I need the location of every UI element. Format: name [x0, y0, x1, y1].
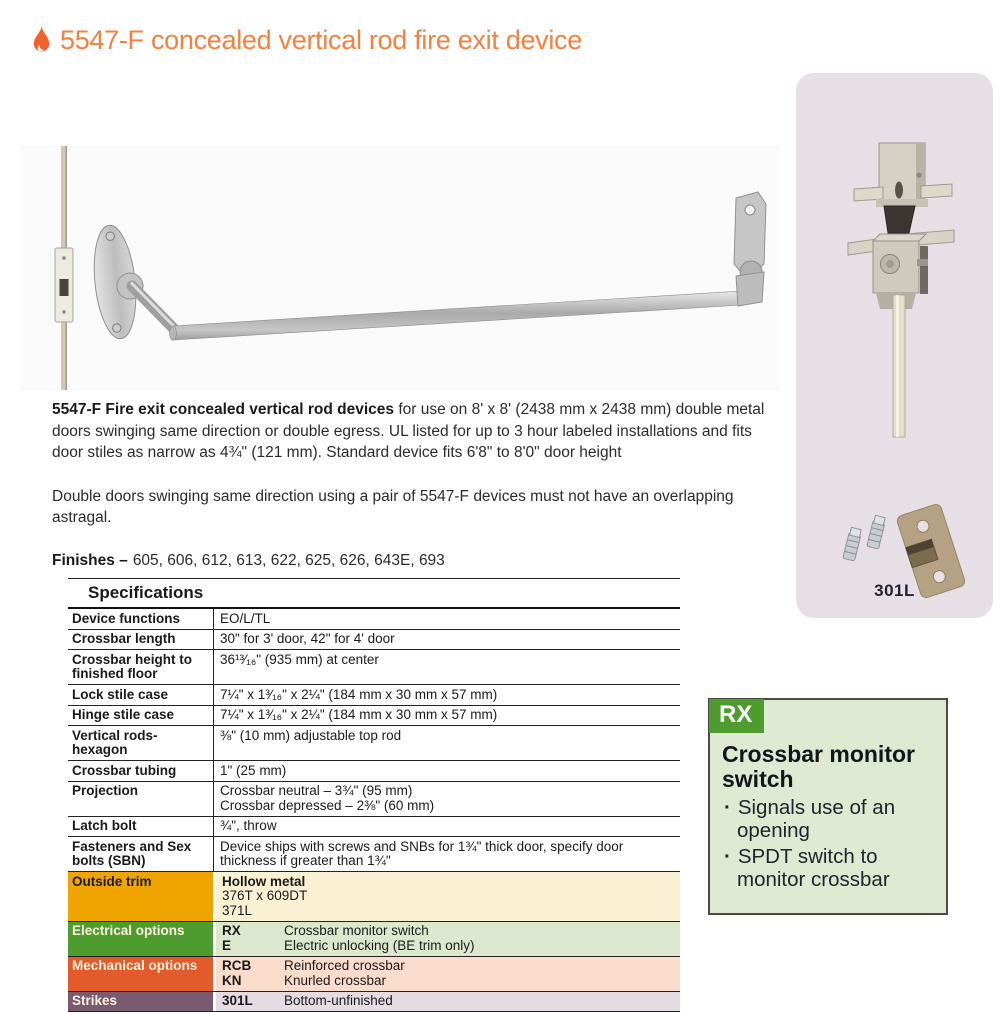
spec-value-line: 7¼" x 1³⁄₁₆" x 2¼" (184 mm x 30 mm x 57 mm)	[220, 688, 674, 703]
spec-value-line: ¾", throw	[220, 819, 674, 834]
spec-option-row	[222, 939, 674, 954]
rx-title: Crossbar monitor switch	[710, 742, 946, 792]
spec-row-value	[216, 872, 680, 921]
spec-value-line: Hollow metal	[222, 875, 674, 890]
spec-row-value	[213, 782, 680, 816]
spec-value-line: EO/L/TL	[220, 612, 674, 627]
spec-value-line: 36¹³⁄₁₆" (935 mm) at center	[220, 653, 674, 668]
spec-value-line: Device ships with screws and SNBs for 1¾" thick door, specify door thickness if greater than 1¾"	[220, 840, 674, 869]
intro-text	[52, 399, 768, 571]
spec-row	[68, 706, 680, 727]
rx-bullet-list	[710, 796, 946, 891]
spec-value-line: 30" for 3' door, 42" for 4' door	[220, 632, 674, 647]
spec-row	[68, 685, 680, 706]
finishes-line	[52, 550, 768, 572]
spec-row-value	[213, 630, 680, 650]
intro-paragraph-1-lead: 5547-F Fire exit concealed vertical rod devices	[52, 401, 394, 418]
spec-row-label: Vertical rods-hexagon	[68, 726, 213, 760]
spec-row-label: Crossbar length	[68, 630, 213, 650]
strike-caption: 301L	[796, 581, 993, 601]
spec-option-desc: Crossbar monitor switch	[284, 924, 429, 939]
spec-row-label: Hinge stile case	[68, 706, 213, 726]
spec-option-row	[222, 959, 674, 974]
rx-callout-box	[708, 698, 948, 915]
spec-option-code: KN	[222, 974, 284, 989]
specifications-table	[68, 609, 680, 1012]
spec-row-label: Outside trim	[68, 872, 216, 921]
spec-option-code: RX	[222, 924, 284, 939]
spec-row-label: Projection	[68, 782, 213, 816]
spec-value-line: 376T x 609DT	[222, 889, 674, 904]
spec-option-code: RCB	[222, 959, 284, 974]
spec-value-line: 1" (25 mm)	[220, 764, 674, 779]
spec-row-label: Device functions	[68, 609, 213, 629]
spec-row	[68, 630, 680, 651]
specifications-section	[68, 578, 680, 1012]
hardware-panel	[796, 73, 993, 618]
spec-option-row	[222, 924, 674, 939]
spec-row	[68, 761, 680, 782]
rx-bullet: · Signals use of an opening	[724, 796, 936, 842]
spec-row	[68, 837, 680, 872]
spec-row	[68, 957, 680, 992]
spec-row-value	[216, 922, 680, 956]
spec-row	[68, 992, 680, 1012]
spec-row-label: Electrical options	[68, 922, 216, 956]
rx-badge: RX	[709, 699, 764, 733]
page-title: 5547-F concealed vertical rod fire exit device	[60, 25, 582, 56]
spec-row-label: Fasteners and Sex bolts (SBN)	[68, 837, 213, 871]
spec-row-value	[213, 726, 680, 760]
finishes-label: Finishes –	[52, 552, 128, 569]
spec-value-line: Crossbar neutral – 3¾" (95 mm)	[220, 784, 674, 799]
rx-bullet: · SPDT switch to monitor crossbar	[724, 845, 936, 891]
spec-value-line: ⅜" (10 mm) adjustable top rod	[220, 729, 674, 744]
spec-row-label: Lock stile case	[68, 685, 213, 705]
spec-option-row	[222, 974, 674, 989]
spec-row-value	[216, 957, 680, 991]
spec-option-desc: Electric unlocking (BE trim only)	[284, 939, 475, 954]
spec-row	[68, 872, 680, 922]
intro-paragraph-2: Double doors swinging same direction using a pair of 5547-F devices must not have an overlapping astragal.	[52, 486, 768, 529]
top-latch-illustration	[796, 103, 993, 453]
product-photo	[20, 146, 780, 390]
specifications-title: Specifications	[68, 578, 680, 609]
spec-row-value	[213, 685, 680, 705]
spec-row	[68, 782, 680, 817]
spec-row-value	[213, 609, 680, 629]
spec-row	[68, 726, 680, 761]
spec-option-code: E	[222, 939, 284, 954]
page-header	[30, 24, 582, 56]
spec-row-value	[213, 650, 680, 684]
spec-value-line: 371L	[222, 904, 674, 919]
spec-row-label: Latch bolt	[68, 817, 213, 837]
spec-value-line: Crossbar depressed – 2⅜" (60 mm)	[220, 799, 674, 814]
spec-value-line: 7¼" x 1³⁄₁₆" x 2¼" (184 mm x 30 mm x 57 mm)	[220, 708, 674, 723]
spec-row-value	[213, 817, 680, 837]
spec-row-label: Crossbar height to finished floor	[68, 650, 213, 684]
spec-option-code: 301L	[222, 994, 284, 1009]
spec-row-value	[213, 837, 680, 871]
crossbar-device-illustration	[20, 146, 780, 390]
spec-option-desc: Bottom-unfinished	[284, 994, 393, 1009]
spec-row-value	[213, 706, 680, 726]
spec-row-value	[213, 761, 680, 781]
spec-row	[68, 922, 680, 957]
spec-option-row	[222, 994, 674, 1009]
flame-icon	[30, 24, 53, 56]
spec-option-desc: Knurled crossbar	[284, 974, 386, 989]
finishes-values: 605, 606, 612, 613, 622, 625, 626, 643E, 693	[133, 552, 445, 569]
spec-row-label: Strikes	[68, 992, 216, 1012]
spec-option-desc: Reinforced crossbar	[284, 959, 405, 974]
spec-row-value	[216, 992, 680, 1012]
spec-row-label: Crossbar tubing	[68, 761, 213, 781]
spec-row	[68, 650, 680, 685]
spec-row-label: Mechanical options	[68, 957, 216, 991]
intro-paragraph-1: 5547-F Fire exit concealed vertical rod devices for use on 8' x 8' (2438 mm x 2438 mm) double metal doors swinging same direction or double egress. UL listed for up to 3 hour labeled installations and fits door stiles as narrow as 4¾" (121 mm). Standard device fits 6'8" to 8'0" door height	[52, 399, 768, 464]
spec-row	[68, 817, 680, 838]
spec-row	[68, 609, 680, 630]
